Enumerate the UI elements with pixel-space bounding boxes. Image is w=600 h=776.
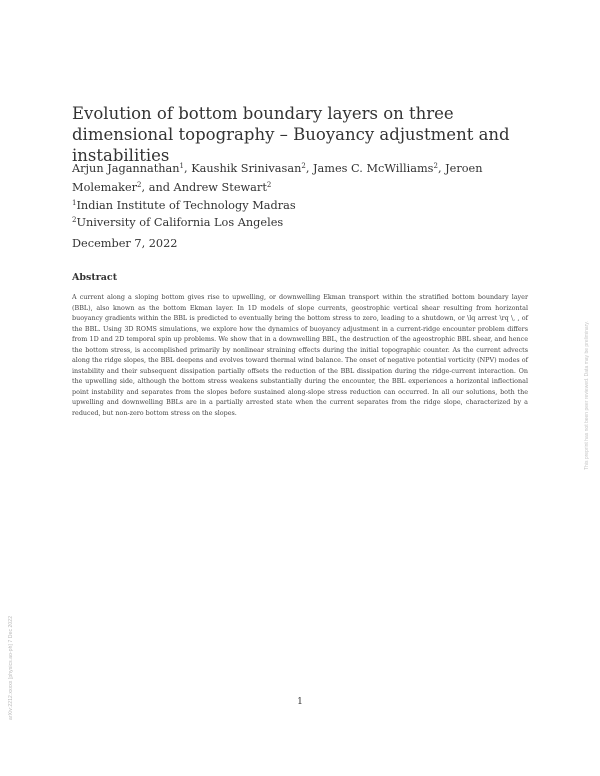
affiliation: $^1$Indian Institute of Technology Madras: [72, 199, 296, 212]
author: James C. McWilliams$^2$,: [313, 162, 446, 175]
author: Arjun Jagannathan$^1$,: [72, 162, 192, 175]
publication-date: December 7, 2022: [72, 237, 178, 250]
page-number: 1: [297, 697, 303, 707]
author: Kaushik Srinivasan$^2$,: [191, 162, 313, 175]
abstract-heading: Abstract: [72, 272, 118, 283]
paper-title: Evolution of bottom boundary layers on three dimensional topography – Buoyancy adjustment and instabilities: [72, 104, 510, 165]
abstract-text: A current along a sloping bottom gives rise to upwelling, or downwelling Ekman transport within the stratified bottom boundary layer (BBL), also known as the bottom Ekman layer. In 1D models of slope currents, geostrophic vertical shear resulting from horizontal buoyancy gradients within the BBL is predicted to eventually bring the bottom stress to zero, leading to a shutdown, or \lq arrest \rq \, , of the BBL. Using 3D ROMS simulations, we explore how the dynamics of buoyancy adjustment in a current-ridge encounter problem differs from 1D and 2D temporal spin up problems. We show that in a downwelling BBL, the destruction of the ageostrophic BBL shear, and hence the bottom stress, is accomplished primarily by nonlinear straining effects during the initial topographic counter. As the current advects along the ridge slopes, the BBL deepens and evolves toward thermal wind balance. The onset of negative potential vorticity (NPV) modes of instability and their subsequent dissipation partially offsets the reduction of the BBL dissipation during the ridge-current interaction. On the upwelling side, although the bottom stress weakens substantially during the encounter, the BBL experiences a horizontal inflectional point instability and separates from the slopes before sustained along-slope stress reduction can occurred. In all our solutions, both the upwelling and downwelling BBLs are in a partially arrested state when the current separates from the ridge slope, characterized by a reduced, but non-zero bottom stress on the slopes.: [72, 293, 528, 417]
right-margin-note-text: This preprint has not been peer reviewed. Data may be preliminary.: [584, 321, 590, 470]
arxiv-margin-stamp: [8, 120, 28, 720]
affiliation: $^2$University of California Los Angeles: [72, 216, 284, 229]
affiliation-list: [72, 196, 532, 230]
right-margin-note: [584, 120, 594, 470]
arxiv-stamp-text: arXiv:2212.xxxxx [physics.ao-ph] 7 Dec 2022: [8, 615, 14, 720]
author: and Andrew Stewart$^2$: [148, 181, 272, 194]
author: Jeroen Molemaker$^2$,: [72, 162, 483, 194]
author-list: [72, 158, 552, 196]
